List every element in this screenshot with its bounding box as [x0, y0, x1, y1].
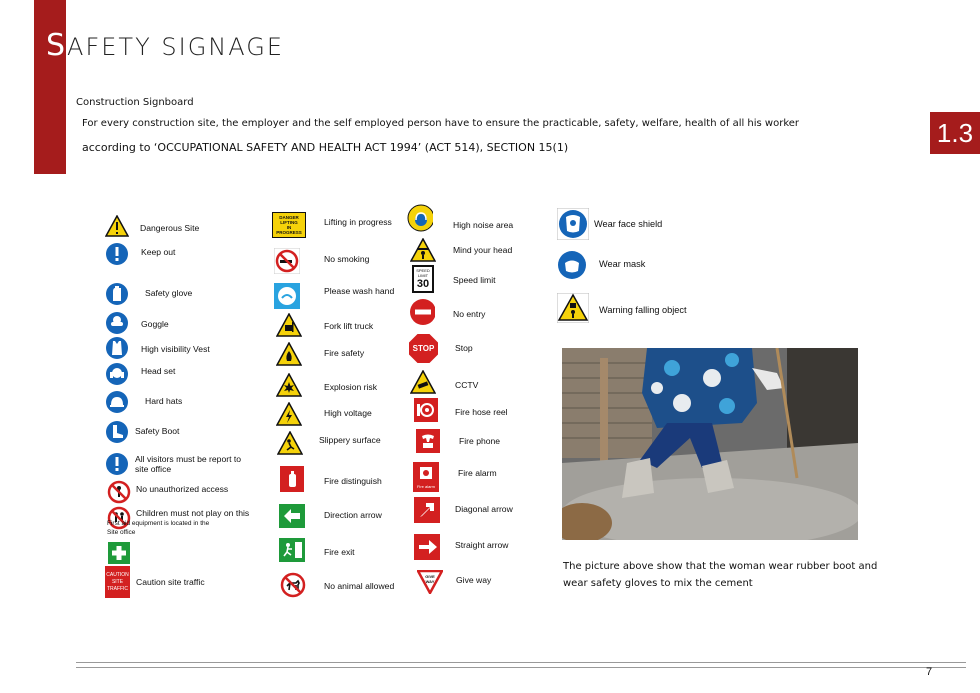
fire-hose-reel-sign [413, 397, 439, 423]
sign-label: Lifting in progress [324, 217, 392, 227]
sign-label: Explosion risk [324, 382, 378, 392]
sign-label: Slippery surface [319, 435, 381, 445]
fire-alarm-sign [413, 462, 439, 492]
sign-label: Fire hose reel [455, 407, 508, 417]
sign-text: Fire alarm [416, 484, 435, 489]
goggle-sign [104, 310, 130, 336]
sign-label: Fire exit [324, 547, 355, 557]
report-office-sign [104, 451, 130, 477]
sign-label: Keep out [141, 247, 176, 257]
sign-label: Direction arrow [324, 510, 382, 520]
sign-text: 30 [416, 278, 430, 290]
high-voltage-sign [276, 401, 302, 427]
high-noise-sign [407, 205, 433, 231]
photo-caption: The picture above show that the woman wear rubber boot and wear safety gloves to mix the cement [563, 561, 878, 589]
sign-label: No smoking [324, 254, 370, 264]
no-entry-sign [409, 299, 435, 325]
sign-label: Dangerous Site [140, 223, 200, 233]
sign-text: TRAFFIC [106, 585, 129, 592]
dangerous-site-sign [104, 213, 130, 239]
sign-text: GIVE [425, 574, 435, 579]
sign-label: site office [135, 464, 172, 474]
sign-label: High voltage [324, 408, 372, 418]
falling-object-sign [557, 293, 589, 323]
sign-text: SPEED [416, 268, 430, 273]
sign-label: All visitors must be report to [135, 454, 242, 464]
hi-vis-vest-sign [104, 335, 130, 361]
face-shield-sign [557, 208, 589, 240]
sign-label: Please wash hand [324, 286, 395, 296]
sign-label: Goggle [141, 319, 169, 329]
fork-lift-sign [276, 312, 302, 338]
no-animal-sign [280, 572, 306, 598]
worker-mixing-cement-photo [562, 348, 858, 540]
sign-label: First aid equipment is located in the [107, 520, 210, 527]
safety-glove-sign [104, 281, 130, 307]
sign-text: CAUTION [106, 571, 129, 578]
intro-heading: Construction Signboard [76, 97, 194, 108]
direction-arrow-sign [279, 503, 305, 529]
sign-label: Fire safety [324, 348, 365, 358]
sign-label: No animal allowed [324, 581, 395, 591]
sign-label: Safety Boot [135, 426, 180, 436]
speed-limit-sign [412, 265, 434, 293]
title-rest: AFETY SIGNAGE [67, 33, 285, 61]
give-way-sign [417, 570, 443, 594]
sign-label: Warning falling object [599, 305, 687, 315]
sign-label: Give way [456, 575, 492, 585]
slippery-surface-sign [277, 430, 303, 456]
intro-line-2: according to ‘OCCUPATIONAL SAFETY AND HEALTH ACT 1994’ (ACT 514), SECTION 15(1) [82, 141, 569, 154]
sign-label: Head set [141, 366, 176, 376]
title-first-letter: S [46, 28, 68, 63]
sign-text: DANGER [279, 215, 299, 220]
page-number: 7 [926, 666, 933, 678]
sign-label: Caution site traffic [136, 577, 205, 587]
caution-site-traffic-sign [105, 566, 130, 598]
sign-label: Straight arrow [455, 540, 509, 550]
first-aid-sign [106, 540, 132, 566]
sign-label: Safety glove [145, 288, 193, 298]
fire-extinguisher-sign [279, 466, 305, 492]
no-unauthorized-access-sign [106, 479, 132, 505]
sign-label: High visibility Vest [141, 344, 210, 354]
straight-arrow-sign [414, 534, 440, 560]
sign-label: Wear mask [599, 259, 646, 269]
lifting-in-progress-sign [272, 212, 306, 238]
fire-safety-sign [276, 341, 302, 367]
sign-label: Hard hats [145, 396, 183, 406]
sign-text: IN [286, 225, 292, 230]
sign-label: Wear face shield [594, 219, 663, 229]
footer-rule-top [76, 662, 966, 663]
sign-text: WAY [425, 579, 435, 584]
sign-text: STOP [412, 344, 435, 353]
mind-head-sign [410, 237, 436, 263]
head-set-sign [104, 361, 130, 387]
diagonal-arrow-sign [414, 497, 440, 523]
wash-hands-sign [274, 283, 300, 309]
sign-label: No entry [453, 309, 486, 319]
sign-label: Fire distinguish [324, 476, 382, 486]
section-badge [930, 112, 980, 154]
header-red-bar [34, 0, 66, 174]
keep-out-sign [104, 241, 130, 267]
wear-mask-sign [557, 250, 587, 280]
sign-label: Stop [455, 343, 473, 353]
cctv-sign [410, 369, 436, 395]
sign-label: Speed limit [453, 275, 496, 285]
sign-text: SITE [111, 578, 124, 585]
sign-text: PROGRESS [276, 230, 302, 235]
sign-label: Diagonal arrow [455, 504, 513, 514]
fire-exit-sign [279, 537, 305, 563]
sign-label: High noise area [453, 220, 514, 230]
sign-label: Fork lift truck [324, 321, 374, 331]
sign-label: Fire phone [459, 436, 501, 446]
sign-label: CCTV [455, 380, 479, 390]
sign-label: Mind your head [453, 245, 513, 255]
intro-line-1: For every construction site, the employer and the self employed person have to ensure the practicable, safety, welfare, health of all his worker [82, 118, 800, 129]
sign-label: Children must not play on this [136, 508, 250, 518]
explosion-risk-sign [276, 372, 302, 398]
section-number: 1.3 [936, 117, 974, 148]
sign-label: Site office [107, 529, 136, 536]
sign-label: No unauthorized access [136, 484, 229, 494]
children-no-play-sign [106, 505, 132, 531]
hard-hat-sign [104, 389, 130, 415]
sign-text: LIMIT [417, 273, 429, 278]
fire-phone-sign [415, 428, 441, 454]
page-title [46, 28, 284, 63]
footer-rule-bottom [76, 667, 966, 668]
no-smoking-sign [274, 248, 300, 274]
sign-text: LIFTING [280, 220, 298, 225]
stop-sign [409, 334, 438, 363]
sign-label: Fire alarm [458, 468, 497, 478]
safety-boot-sign [104, 419, 130, 445]
